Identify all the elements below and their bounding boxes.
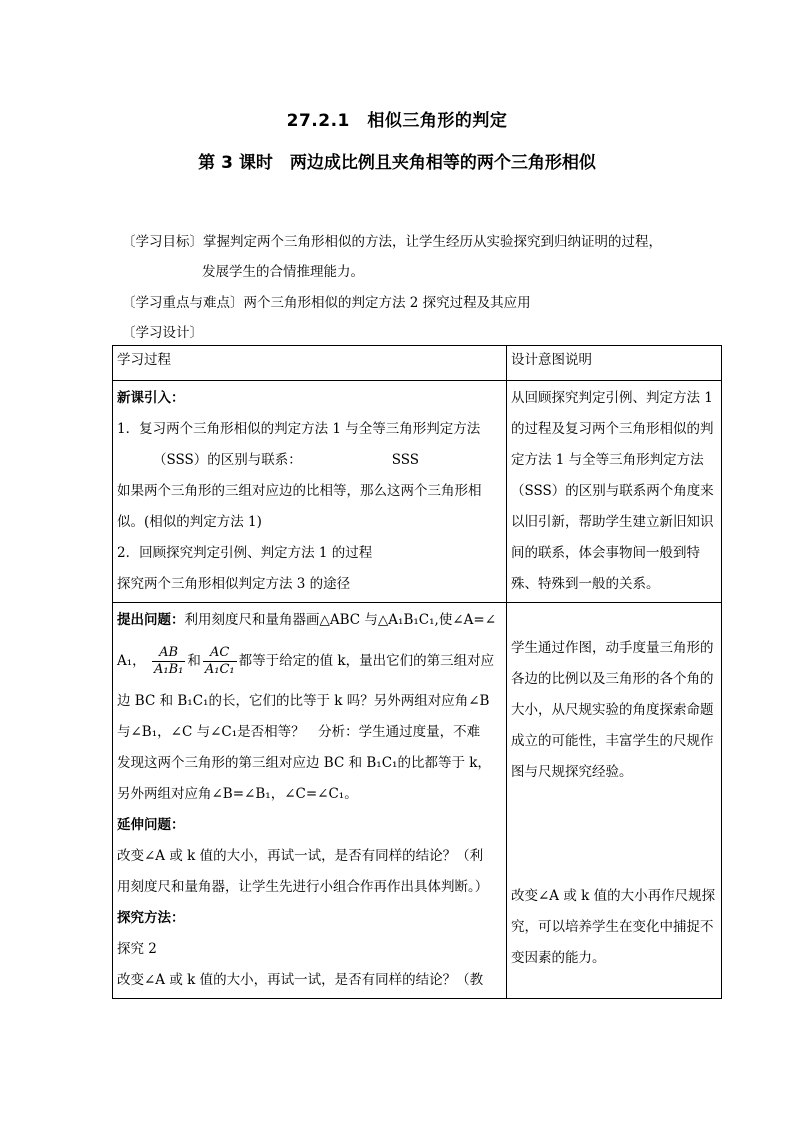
method-label: 探究方法： xyxy=(117,910,185,926)
problem-a1: A₁， xyxy=(117,653,146,669)
learning-goal-text: 掌握判定两个三角形相似的方法，让学生经历从实验探究到归纳证明的过程， xyxy=(203,234,662,250)
lesson-table xyxy=(112,345,722,999)
ratio-ab-numerator: AB xyxy=(152,645,185,662)
problem-and: 和 xyxy=(187,653,201,669)
learning-design-label: 〔学习设计〕 xyxy=(122,325,203,341)
intro-intent-cell: 从回顾探究判定引例、判定方法 1 的过程及复习两个三角形相似的判定方法 1 与全等三角形判定方法（SSS）的区别与联系两个角度来以旧引新，帮助学生建立新旧知识间的联系，体会事物间一般到特殊、特殊到一般的关系。 xyxy=(507,381,722,603)
header-process: 学习过程 xyxy=(113,346,507,381)
intro-process-cell xyxy=(113,381,507,603)
ratio-ac-fraction xyxy=(203,645,237,678)
key-points-text: 两个三角形相似的判定方法 2 探究过程及其应用 xyxy=(243,295,531,311)
ratio-ac-numerator: AC xyxy=(203,645,237,662)
lesson-subtitle: 第 3 课时 两边成比例且夹角相等的两个三角形相似 xyxy=(198,153,596,173)
problem-text: 利用刻度尺和量角器画△ABC 与△A₁B₁C₁,使∠A=∠ xyxy=(184,612,497,628)
intro-line-4: 似。(相似的判定方法 1) xyxy=(117,514,262,530)
problem-line-1 xyxy=(117,605,502,636)
extension-line-2: 用刻度尺和量角器，让学生先进行小组合作再作出具体判断。） xyxy=(117,879,489,895)
intro-sss-label: SSS xyxy=(391,452,420,468)
intro-line-2 xyxy=(117,445,502,476)
intro-line-6: 探究两个三角形相似判定方法 3 的途径 xyxy=(117,576,351,592)
problem-line-2 xyxy=(117,636,502,686)
problem-intent-cell xyxy=(507,603,722,999)
problem-line-5: 发现这两个三角形的第三组对应边 BC 和 B₁C₁的比都等于 k， xyxy=(117,755,491,771)
extension-line-1: 改变∠A 或 k 值的大小，再试一试，是否有同样的结论？（利 xyxy=(117,848,484,864)
header-intent: 设计意图说明 xyxy=(507,346,722,381)
intro-line-5: 2．回顾探究判定引例、判定方法 1 的过程 xyxy=(117,545,373,561)
intro-heading: 新课引入： xyxy=(117,390,185,406)
problem-line-4: 与∠B₁，∠C 与∠C₁是否相等？ 分析：学生通过度量，不难 xyxy=(117,724,481,740)
intro-line-1: 1．复习两个三角形相似的判定方法 1 与全等三角形判定方法 xyxy=(117,421,481,437)
learning-goal-label: 〔学习目标〕 xyxy=(122,234,203,250)
problem-line-2-rest: 都等于给定的值 k，量出它们的第三组对应 xyxy=(238,653,495,669)
ratio-ab-denominator: A₁B₁ xyxy=(153,662,184,677)
lesson-number-title: 27.2.1 相似三角形的判定 xyxy=(286,111,508,131)
problem-line-3: 边 BC 和 B₁C₁的长，它们的比等于 k 吗？另外两组对应角∠B xyxy=(117,693,490,709)
learning-goal-line xyxy=(122,230,662,250)
learning-goal-continuation: 发展学生的合情推理能力。 xyxy=(202,264,364,280)
table-row-problem xyxy=(113,603,722,999)
problem-intent-text-1: 学生通过作图，动手度量三角形的各边的比例以及三角形的各个角的大小，从尺规实验的角度探索命题成立的可能性，丰富学生的尺规作图与尺规探究经验。 xyxy=(511,640,714,780)
problem-line-6: 另外两组对应角∠B=∠B₁，∠C=∠C₁。 xyxy=(117,786,358,802)
method-line-1: 探究 2 xyxy=(117,941,157,957)
table-row-intro xyxy=(113,381,722,603)
intro-line-3: 如果两个三角形的三组对应边的比相等，那么这两个三角形相 xyxy=(117,483,482,499)
intro-line-2-text: （SSS）的区别与联系： xyxy=(153,452,302,468)
key-points-line xyxy=(122,291,531,311)
problem-label: 提出问题： xyxy=(117,612,185,628)
method-line-2: 改变∠A 或 k 值的大小，再试一试，是否有同样的结论？（教 xyxy=(117,972,484,988)
problem-process-cell xyxy=(113,603,507,999)
extension-label: 延伸问题： xyxy=(117,817,185,833)
ratio-ab-fraction xyxy=(152,645,185,678)
key-points-label: 〔学习重点与难点〕 xyxy=(122,295,244,311)
ratio-ac-denominator: A₁C₁ xyxy=(204,662,235,677)
problem-intent-text-2: 改变∠A 或 k 值的大小再作尺规探究，可以培养学生在变化中捕捉不变因素的能力。 xyxy=(511,888,716,966)
table-header-row xyxy=(113,346,722,381)
